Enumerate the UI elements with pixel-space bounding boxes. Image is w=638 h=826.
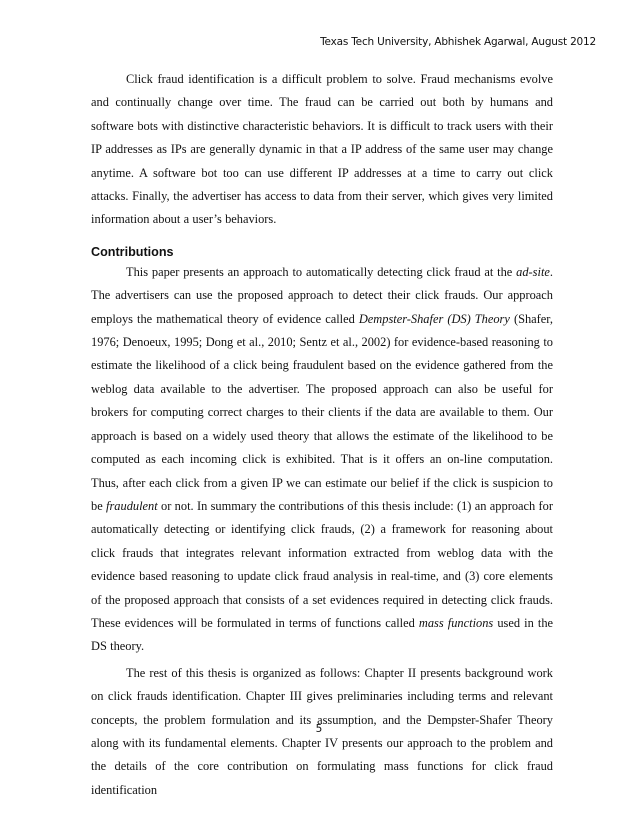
emphasis-dempster-shafer: Dempster-Shafer (DS) Theory [358,311,510,326]
running-header: Texas Tech University, Abhishek Agarwal, August 2012 [320,36,596,48]
contributions-text-4: or not. In summary the contributions of this thesis include: (1) an approach for automatically detecting or identifying click frauds, (2) a framework for reasoning about click frauds that integrates relevant information extracted from weblog data with the evidence based reasoning to update click fraud analysis in real-time, and (3) core elements of the proposed approach that consists of a set evidences required in detecting click frauds. These evidences will be formulated in terms of functions called [91,498,553,630]
paragraph-contributions [91,261,553,659]
contributions-text-1: This paper presents an approach to automatically detecting click fraud at the [126,264,517,279]
contributions-text-5: used in the DS theory. [91,615,554,654]
contributions-text-2: . The advertisers can use the proposed approach to detect their click frauds. Our approach employs the mathematical theory of evidence called [91,264,553,326]
emphasis-fraudulent: fraudulent [106,498,158,513]
page-number: 5 [315,723,323,735]
paragraph-click-fraud-intro: Click fraud identification is a difficult problem to solve. Fraud mechanisms evolve and continually change over time. The fraud can be carried out both by humans and software bots with distinctive characteristic behaviors. It is difficult to track users with their IP addresses as IPs are generally dynamic in that a IP address of the same user may change anytime. A software bot too can use different IP addresses at a time to carry out click attacks. Finally, the advertiser has access to data from their server, which gives very limited information about a user’s behaviors. [91,72,553,227]
section-heading-contributions: Contributions [91,244,174,259]
emphasis-mass-functions: mass functions [418,615,494,630]
contributions-text-3: (Shafer, 1976; Denoeux, 1995; Dong et al., 2010; Sentz et al., 2002) for evidence-based reasoning to estimate the likelihood of a click being fraudulent based on the evidence gathered from the weblog data available to the advertiser. The proposed approach can also be useful for brokers for computing correct charges to their clients if the data are available to them. Our approach is based on a widely used theory that allows the estimate of the likelihood to be computed as each incoming click is exhibited. That is it offers an on-line computation. Thus, after each click from a given IP we can estimate our belief if the click is suspicion to be [91,311,554,513]
body-text [91,68,553,802]
emphasis-ad-site: ad-site [516,264,550,279]
paragraph-thesis-organization: The rest of this thesis is organized as follows: Chapter II presents background work on click frauds identification. Chapter III gives preliminaries including terms and relevant concepts, the problem formulation and its assumption, and the Dempster-Shafer Theory along with its fundamental elements. Chapter IV presents our approach to the problem and the details of the core contribution on formulating mass functions for click fraud identification [91,665,553,797]
